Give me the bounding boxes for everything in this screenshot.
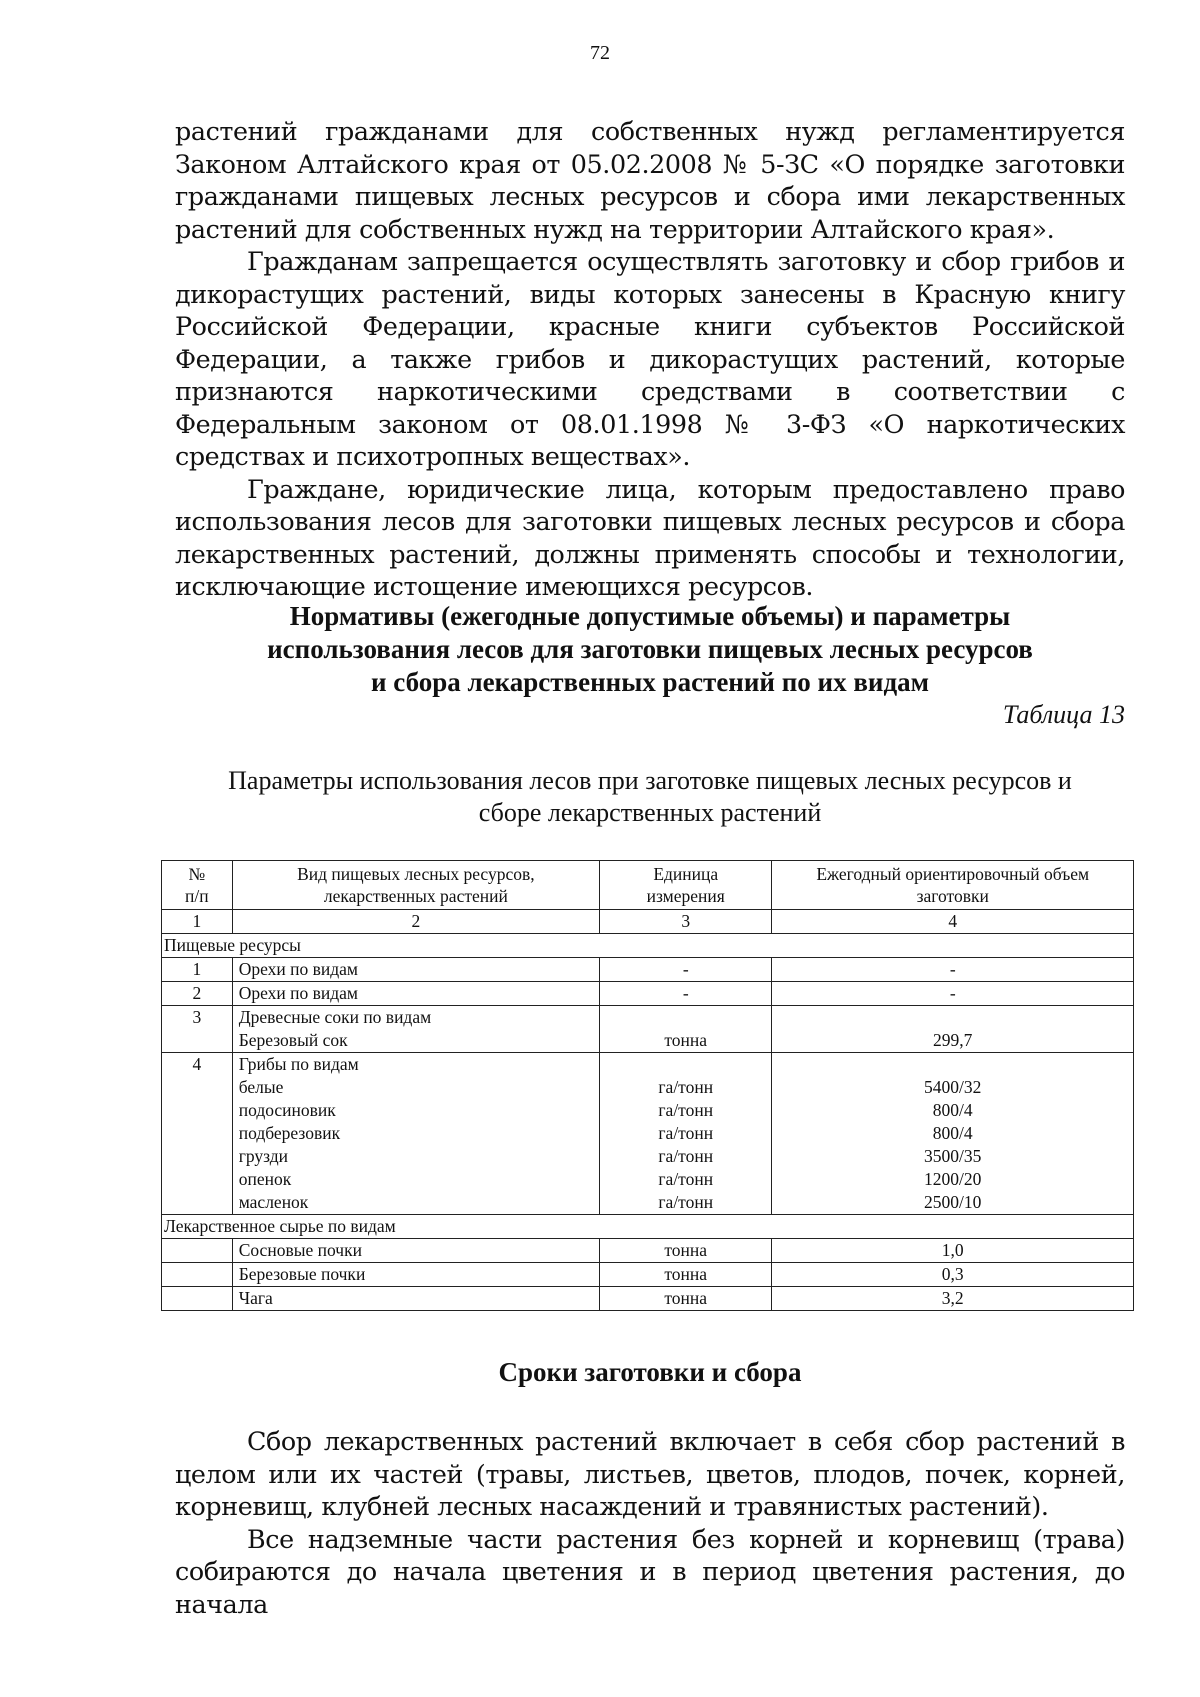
header-num	[162, 861, 233, 910]
caption-line: Параметры использования лесов при заготовке пищевых лесных ресурсов и	[228, 766, 1072, 795]
column-number-row	[162, 910, 1134, 934]
row-name: Чага	[232, 1287, 599, 1311]
row-volume: 1,0	[772, 1239, 1134, 1263]
row-volume	[772, 1006, 1134, 1053]
paragraph: Гражданам запрещается осуществлять заготовку и сбор грибов и дикорастущих растений, виды которых занесены в Красную книгу Российской Федерации, красные книги субъектов Российской Федерации, а также грибов и дикорастущих растений, которые признаются наркотическими средствами в соответствии с Федеральным законом от 08.01.1998 № 3-ФЗ «О наркотических средствах и психотропных веществах».	[175, 246, 1125, 471]
header-line: п/п	[185, 886, 209, 906]
row-unit-line: га/тонн	[658, 1146, 714, 1166]
row-name-line: масленок	[238, 1192, 309, 1212]
table-row	[162, 1006, 1134, 1053]
row-volume-line: 3500/35	[924, 1146, 982, 1166]
row-unit: -	[600, 982, 772, 1006]
paragraph: Все надземные части растения без корней и корневищ (трава) собираются до начала цветения и в период цветения растения, до начала	[175, 1523, 1125, 1619]
section-title-norms	[175, 600, 1125, 699]
row-num	[162, 1239, 233, 1263]
header-line: лекарственных растений	[323, 886, 508, 906]
row-name-line: опенок	[238, 1169, 292, 1189]
table-row	[162, 1287, 1134, 1311]
row-name-line: подберезовик	[238, 1123, 341, 1143]
row-name	[232, 1053, 599, 1215]
row-volume: -	[772, 982, 1134, 1006]
paragraph: Сбор лекарственных растений включает в себя сбор растений в целом или их частей (травы, листьев, цветов, плодов, почек, корней, корневищ, клубней лесных насаждений и травянистых растений).	[175, 1426, 1125, 1521]
row-volume-line: 5400/32	[924, 1077, 982, 1097]
table-header-row	[162, 861, 1134, 910]
title-line: и сбора лекарственных растений по их видам	[370, 667, 930, 697]
paragraph: растений гражданами для собственных нужд регламентируется Законом Алтайского края от 05.02.2008 № 5-ЗС «О порядке заготовки гражданами пищевых лесных ресурсов и сбора ими лекарственных растений для собственных нужд на территории Алтайского края».	[175, 116, 1125, 244]
table-row	[162, 1053, 1134, 1215]
row-name-line: подосиновик	[238, 1100, 336, 1120]
row-unit-line: га/тонн	[658, 1077, 714, 1097]
row-name-line: грузди	[238, 1146, 289, 1166]
row-num	[162, 1263, 233, 1287]
row-unit-line: га/тонн	[658, 1192, 714, 1212]
section-title-terms: Сроки заготовки и сбора	[498, 1357, 802, 1387]
header-line: Вид пищевых лесных ресурсов,	[297, 864, 535, 884]
col-number: 3	[600, 910, 772, 934]
table-row	[162, 1239, 1134, 1263]
table-row	[162, 1263, 1134, 1287]
row-num	[162, 1287, 233, 1311]
title-line: Нормативы (ежегодные допустимые объемы) и параметры	[289, 601, 1011, 631]
row-name: Сосновые почки	[232, 1239, 599, 1263]
row-name	[232, 1006, 599, 1053]
row-volume-line: 1200/20	[924, 1169, 982, 1189]
header-unit	[600, 861, 772, 910]
group-label: Лекарственное сырье по видам	[162, 1215, 1134, 1239]
paragraph: Граждане, юридические лица, которым предоставлено право использования лесов для заготовки пищевых лесных ресурсов и сбора лекарственных растений, должны применять способы и технологии, исключающие истощение имеющихся ресурсов.	[175, 473, 1125, 601]
header-volume	[772, 861, 1134, 910]
row-name: Орехи по видам	[232, 982, 599, 1006]
header-kind	[232, 861, 599, 910]
title-line: использования лесов для заготовки пищевых лесных ресурсов	[267, 634, 1033, 664]
row-volume: 3,2	[772, 1287, 1134, 1311]
header-line: заготовки	[916, 886, 989, 906]
row-num: 4	[162, 1053, 233, 1215]
table-label: Таблица 13	[1002, 700, 1125, 729]
group-label: Пищевые ресурсы	[162, 934, 1134, 958]
row-volume-line: 800/4	[932, 1123, 973, 1143]
row-name-line: белые	[238, 1077, 284, 1097]
resources-table	[161, 860, 1134, 1311]
group-row-food	[162, 934, 1134, 958]
header-line: измерения	[646, 886, 725, 906]
group-row-medicinal	[162, 1215, 1134, 1239]
row-num: 3	[162, 1006, 233, 1053]
row-num: 1	[162, 958, 233, 982]
col-number: 1	[162, 910, 233, 934]
header-line: Ежегодный ориентировочный объем	[816, 864, 1090, 884]
table-caption	[175, 765, 1125, 829]
row-name: Березовые почки	[232, 1263, 599, 1287]
table-row	[162, 958, 1134, 982]
col-number: 2	[232, 910, 599, 934]
row-name-line: Древесные соки по видам	[238, 1007, 432, 1027]
row-unit-line: га/тонн	[658, 1169, 714, 1189]
row-volume: 0,3	[772, 1263, 1134, 1287]
outro-text	[175, 1425, 1125, 1620]
row-volume-line: 2500/10	[924, 1192, 982, 1212]
row-unit: тонна	[600, 1239, 772, 1263]
row-unit	[600, 1006, 772, 1053]
row-num: 2	[162, 982, 233, 1006]
header-line: №	[188, 864, 206, 884]
row-unit-line: га/тонн	[658, 1100, 714, 1120]
row-name-line: Березовый сок	[238, 1030, 348, 1050]
row-volume	[772, 1053, 1134, 1215]
row-volume-line: 800/4	[932, 1100, 973, 1120]
row-name-line: Грибы по видам	[238, 1054, 359, 1074]
col-number: 4	[772, 910, 1134, 934]
row-unit	[600, 1053, 772, 1215]
row-unit: тонна	[600, 1263, 772, 1287]
row-unit: тонна	[600, 1287, 772, 1311]
caption-line: сборе лекарственных растений	[478, 798, 822, 827]
row-volume: -	[772, 958, 1134, 982]
row-name: Орехи по видам	[232, 958, 599, 982]
row-unit: -	[600, 958, 772, 982]
row-unit-line: тонна	[664, 1030, 708, 1050]
intro-text	[175, 115, 1125, 603]
row-unit-line: га/тонн	[658, 1123, 714, 1143]
row-volume-line: 299,7	[933, 1030, 973, 1050]
page-number: 72	[590, 42, 610, 64]
table-row	[162, 982, 1134, 1006]
header-line: Единица	[653, 864, 719, 884]
